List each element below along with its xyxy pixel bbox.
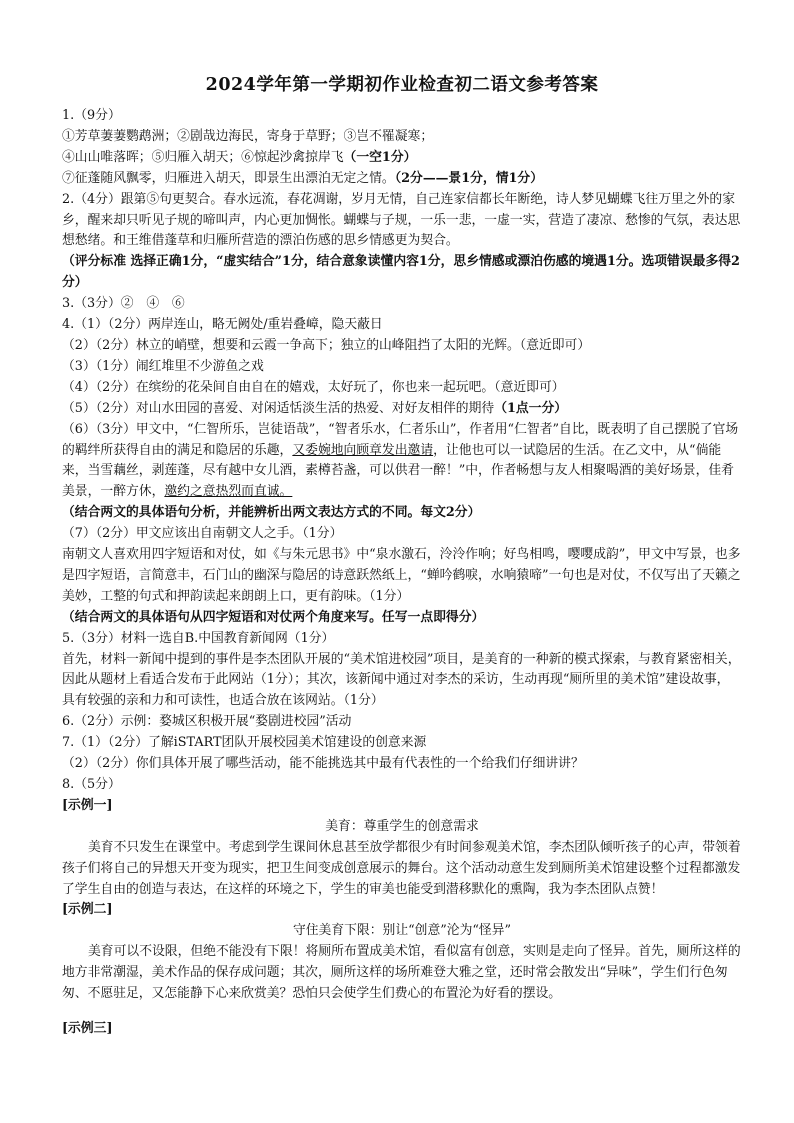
q4-part-1: 4.（1）（2分）两岸连山，略无阙处/重岩叠嶂，隐天蔽日 [62,317,383,333]
q1-line-2-score: （一空1分） [343,149,417,165]
q4-part-5 [62,399,742,420]
q8-example-2-body: 美育可以不设限，但绝不能没有下限！将厕所布置成美术馆，看似富有创意，实则是走向了怪异。首先，厕所这样的地方非常潮湿，美术作品的保存成问题；其次，厕所这样的场所难登大雅之堂，还时常会散发出“异味”，学生们行色匆匆、不愿驻足，又怎能静下心来欣赏美？恐怕只会使学生们费心的布置沦为好看的摆设。 [62,944,741,1002]
q4-part-6-text-b: ，让他也可以一试隐居的生活。在乙文中，从“倘能来，当雪藕丝，剥莲蓬，尽有越中女儿酒，素樽苔盏，可以供君一醉！”中，作者畅想与友人相聚喝酒的美好场景，佳肴美景，一醉方休， [62,442,734,500]
q4-part-7: （7）（2分）甲文应该出自南朝文人之手。（1分） [62,526,343,542]
q4-part-3: （3）（1分）闹红堆里不少游鱼之戏 [62,358,264,374]
q1-line-2 [62,148,742,169]
q1-line-2-text: ④山山唯落晖；⑤归雁入胡天；⑥惊起沙禽掠岸飞 [62,149,344,165]
paragraph-spacer [62,1005,742,1019]
q4-part-6-underline-b: 邀约之意热烈而直诚。 [164,484,293,500]
q8-example-1-body: 美育不只发生在课堂中。考虑到学生课间休息甚至放学都很少有时间参观美术馆，李杰团队倾听孩子的心声，带领着孩子们将自己的异想天开变为现实，把卫生间变成创意展示的舞台。这个活动动意生发到厕所美术馆建设整个过程都激发了学生自由的创造与表达，在这样的环境之下，学生的审美也能受到潜移默化的熏陶，我为李杰团队点赞！ [62,839,741,897]
q6-answer: 6.（2分）示例：婺城区积极开展“婺剧进校园”活动 [62,714,352,730]
answer-document [62,74,742,1040]
q5-analysis: 首先，材料一新闻中提到的事件是李杰团队开展的“美术馆进校园”项目，是美育的一种新的模式探索，与教育紧密相关，因此从题材上看适合发布于此网站（1分）；其次，该新闻中通过对李杰的采访，生动再现“厕所里的美术馆”建设故事，具有较强的亲和力和可读性，也适合放在该网站。（1分） [62,651,741,709]
q4-part-5-text: （5）（2分）对山水田园的喜爱、对闲适恬淡生活的热爱、对好友相伴的期待 [62,400,495,416]
q1-line-3 [62,169,742,190]
q8-heading: 8.（5分） [62,777,121,792]
q1-line-3-text: ⑦征蓬随风飘零，归雁进入胡天，即景生出漂泊无定之情。 [62,170,395,186]
q8-example-3-label: [示例三] [62,1020,113,1036]
document-title: 2024学年第一学期初作业检查初二语文参考答案 [205,75,599,95]
q8-example-1-title: 美育：尊重学生的创意需求 [325,818,479,834]
q4-part-6 [62,420,742,504]
q7-part-1: 7.（1）（2分）了解iSTART团队开展校园美术馆建设的创意来源 [62,735,427,751]
q3-answer: 3.（3分）② ④ ⑥ [62,296,185,312]
q4-part-6-text-a: （6）（3分）甲文中，“仁智所乐，岂徒语哉”，“智者乐水，仁者乐山”，作者用“仁智者”自比，既表明了自己摆脱了官场的羁绊所获得自由的满足和隐居的乐趣， [62,421,739,458]
q8-example-2-title: 守住美育下限：别让“创意”沦为“怪异” [292,923,512,939]
q2-scoring-note: （评分标准 选择正确1分，“虚实结合”1分，结合意象读懂内容1分，思乡情感或漂泊伤感的境遇1分。选项错误最多得2分） [62,254,740,291]
q4-part-7-note: （结合两文的具体语句从四字短语和对仗两个角度来写。任写一点即得分） [62,609,485,625]
q4-part-2: （2）（2分）林立的峭壁，想要和云霞一争高下；独立的山峰阻挡了太阳的光辉。（意近即可） [62,337,591,353]
q8-example-2-label: [示例二] [62,902,113,918]
q5-line-1: 5.（3分）材料一选自B.中国教育新闻网（1分） [62,630,335,646]
q1-line-3-score: （2分——景1分，情1分） [394,170,543,186]
q4-part-6-note: （结合两文的具体语句分析，并能辨析出两文表达方式的不同。每文2分） [62,505,481,521]
q4-part-4: （4）（2分）在缤纷的花朵间自由自在的嬉戏，太好玩了，你也来一起玩吧。（意近即可） [62,379,565,395]
q7-part-2: （2）（2分）你们具体开展了哪些活动，能不能挑选其中最有代表性的一个给我们仔细讲讲？ [62,756,584,772]
q4-part-5-score: （1点一分） [494,400,568,416]
q2-answer: 2.（4分）跟第⑤句更契合。春水远流，春花凋谢，岁月无情，自己连家信都长年断绝，诗人梦见蝴蝶飞往万里之外的家乡，醒来却只听见子规的啼叫声，内心更加惆怅。蝴蝶与子规，一乐一悲，一虚一实，营造了凄凉、愁惨的气氛，表达思想愁绪。和王维借蓬草和归雁所营造的漂泊伤感的思乡情感更为契合。 [62,191,741,249]
q1-line-1: ①芳草萋萋鹦鹉洲；②剧哉边海民，寄身于草野；③岂不罹凝寒； [62,128,434,144]
q8-example-1-label: [示例一] [62,797,113,813]
q4-part-7-analysis: 南朝文人喜欢用四字短语和对仗，如《与朱元思书》中“泉水激石，泠泠作响；好鸟相鸣，嘤嘤成韵”，甲文中写景，也多是四字短语，言简意丰，石门山的幽深与隐居的诗意跃然纸上，“蝉吟鹤唳，水响猿啼”一句也是对仗，不仅写出了天籁之美妙，工整的句式和押韵读起来朗朗上口，更有韵味。（1分） [62,547,741,604]
q4-part-6-underline-a: 又委婉地向顾章发出邀请 [292,442,434,458]
q1-heading: 1.（9分） [62,108,121,123]
